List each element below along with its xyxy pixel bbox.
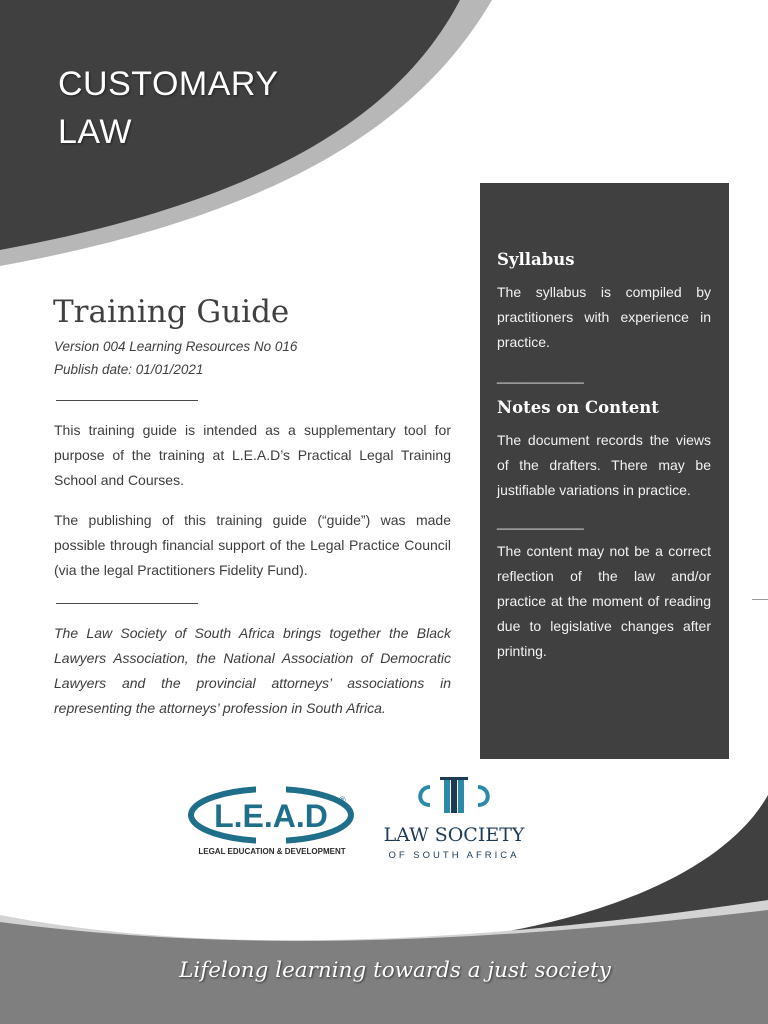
intro-paragraph: This training guide is intended as a supplementary tool for purpose of the training at L.E.A.D’s Practical Legal Training School and Courses. [54,422,451,488]
title-line-2: LAW [58,113,132,151]
lead-logo-registered: ® [339,795,346,805]
lssa-paragraph: The Law Society of South Africa brings together the Black Lawyers Association, the National Association of Democratic Lawyers and the provincial attorneys’ associations in representing the attorneys’ profession in South Africa. [54,625,451,716]
notes-heading: Notes on Content [497,398,659,417]
syllabus-text: The syllabus is compiled by practitioners with experience in practice. [497,284,711,350]
law-society-name: LAW SOCIETY [383,824,525,846]
notes-text-2: The content may not be a correct reflection of the law and/or practice at the moment of reading due to legislative changes after printing. [497,543,711,659]
notes-text-1: The document records the views of the drafters. There may be justifiable variations in practice. [497,432,711,498]
syllabus-heading: Syllabus [497,250,575,269]
law-society-emblem [420,777,488,813]
sidebar-rule: ____________ [497,369,584,384]
lead-logo [186,785,358,860]
law-society-country: OF SOUTH AFRICA [388,850,520,861]
edge-mark [752,599,768,600]
sidebar-rule: ____________ [497,515,584,530]
title-line-1: CUSTOMARY [58,65,279,103]
divider [56,603,198,604]
footer-tagline: Lifelong learning towards a just society [179,958,611,983]
lead-logo-mark: L.E.A.D [214,798,328,834]
info-sidebar [480,183,729,759]
document-title [58,60,378,156]
version-line: Version 004 Learning Resources No 016 [54,339,298,354]
divider [56,400,198,401]
funding-paragraph: The publishing of this training guide (“guide”) was made possible through financial support of the Legal Practice Council (via the legal Practitioners Fidelity Fund). [54,512,451,578]
training-guide-heading: Training Guide [53,294,290,330]
publish-date: Publish date: 01/01/2021 [54,362,204,377]
law-society-logo [374,775,534,865]
lead-logo-subtitle: LEGAL EDUCATION & DEVELOPMENT [198,847,346,856]
